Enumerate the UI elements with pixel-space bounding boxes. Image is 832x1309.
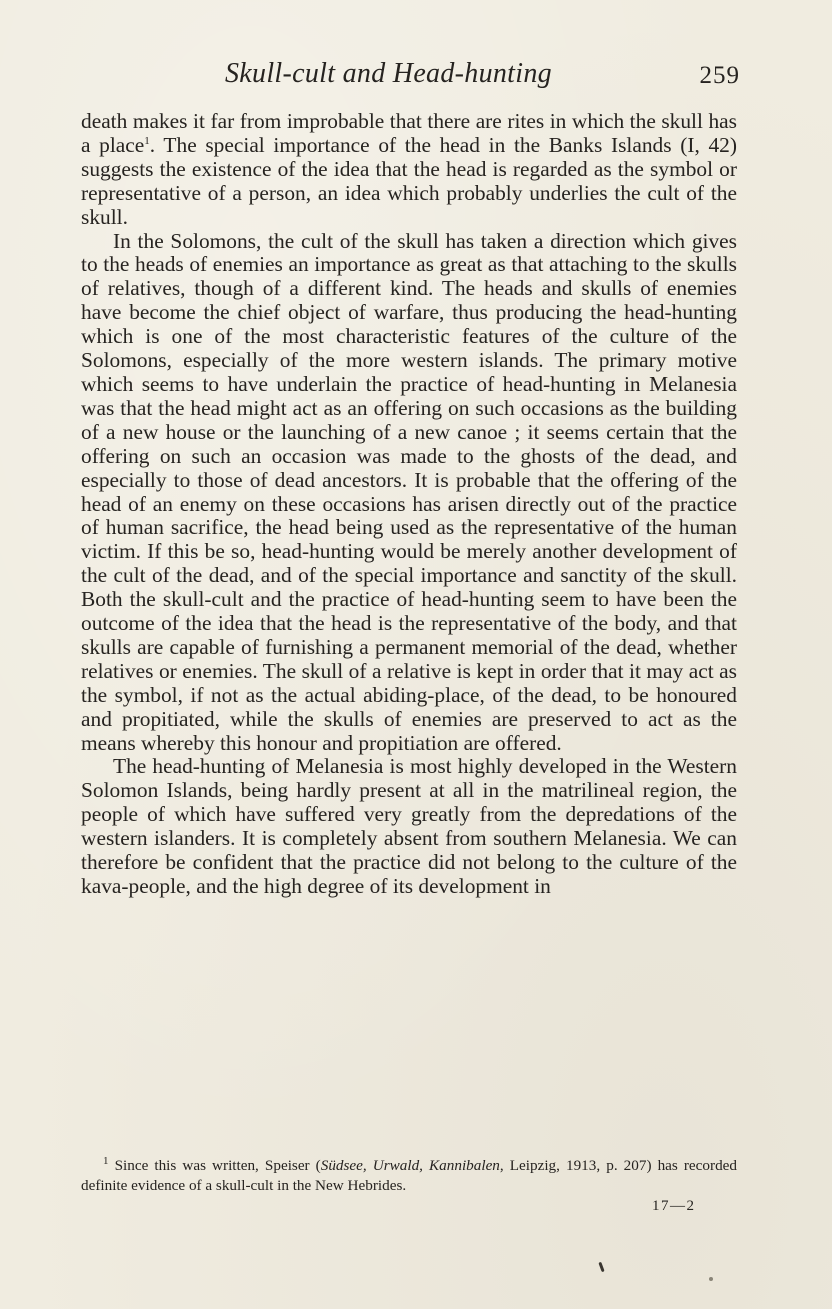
footnote-reference: 1 (144, 134, 150, 147)
footnote (81, 1156, 737, 1196)
body-text (81, 110, 737, 899)
ink-speck (709, 1277, 713, 1281)
footnote-cited-title: Südsee, Urwald, Kannibalen (320, 1157, 500, 1174)
paragraph-2: In the Solomons, the cult of the skull has taken a direction which gives to the heads of enemies an importance as great as that attaching to the skulls of relatives, though of a different kind. The heads and skulls of enemies have become the chief object of warfare, thus producing the head-hunting which is one of the most characteristic features of the culture of the Solomons, especially of the more western islands. The primary motive which seems to have underlain the practice of head-hunting in Melanesia was that the head might act as an offering on such occasions as the building of a new house or the launching of a new canoe ; it seems certain that the offering on such an occasion was made to the ghosts of the dead, and especially to those of dead ancestors. It is probable that the offering of the head of an enemy on these occasions has arisen directly out of the practice of human sacrifice, the head being used as the representative of the human victim. If this be so, head-hunting would be merely another development of the cult of the dead, and of the special importance and sanctity of the skull. Both the skull-cult and the practice of head-hunting seem to have been the outcome of the idea that the head is the representative of the body, and that skulls are capable of furnishing a permanent memorial of the dead, whether relatives or enemies. The skull of a relative is kept in order that it may act as the symbol, if not as the actual abiding-place, of the dead, to be honoured and propitiated, while the skulls of enemies are preserved to act as the means whereby this honour and propitiation are offered. (81, 228, 737, 755)
paragraph-1 (81, 110, 737, 230)
footnote-marker: 1 (103, 1154, 109, 1167)
ink-speck (598, 1262, 604, 1272)
footnote-lead: Since this was written, Speiser ( (114, 1157, 321, 1174)
paragraph-1-text: death makes it far from improbable that there are rites in which the skull has a place (81, 109, 737, 157)
running-header (80, 58, 740, 98)
page-number: 259 (699, 62, 740, 89)
signature-mark: 17—2 (652, 1198, 696, 1214)
footnote-rest: , Leipzig, 1913, p. 207) has recorded definite evidence of a skull-cult in the New Hebrides. (81, 1157, 737, 1194)
paragraph-3: The head-hunting of Melanesia is most highly developed in the Western Solomon Islands, being hardly present at all in the matrilineal region, the people of which have suffered very greatly from the depredations of the western islanders. It is completely absent from southern Melanesia. We can therefore be confident that the practice did not belong to the culture of the kava-people, and the high degree of its development in (81, 754, 737, 898)
paragraph-1-continuation: . The special importance of the head in the Banks Islands (I, 42) suggests the existence of the idea that the head is regarded as the symbol or representative of a person, an idea which probably underlies the cult of the skull. (81, 132, 737, 229)
chapter-title: Skull-cult and Head-hunting (225, 58, 552, 89)
